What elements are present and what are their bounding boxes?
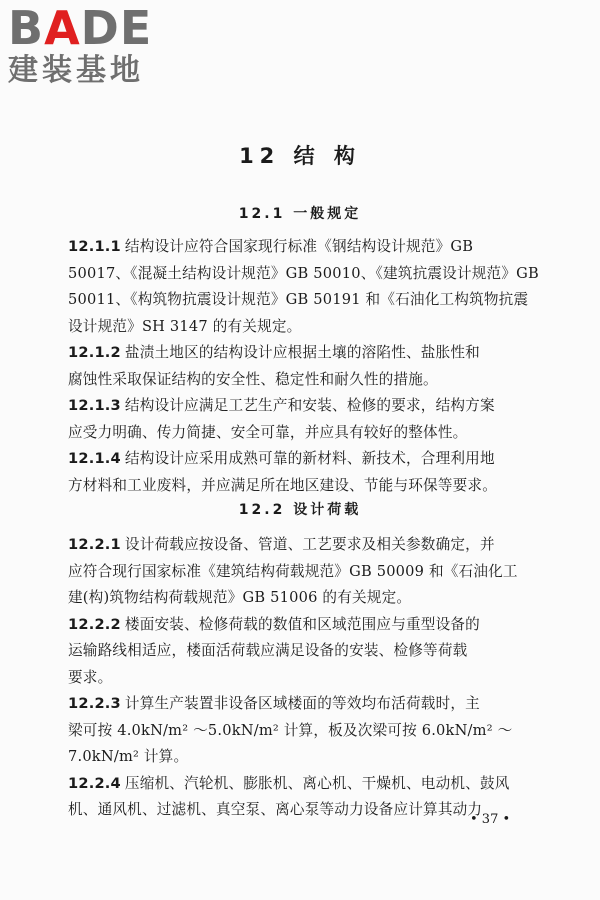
text-line: 12.2.4 压缩机、汽轮机、膨胀机、离心机、干燥机、电动机、鼓风 (68, 774, 510, 792)
section-title: 12.2 设计荷载 (238, 502, 362, 518)
text-line: 应受力明确、传力简捷、安全可靠，并应具有较好的整体性。 (68, 423, 468, 441)
page-number: • 37 • (470, 812, 511, 827)
text-line: 运输路线相适应，楼面活荷载应满足设备的安装、检修等荷载 (68, 642, 468, 659)
text-line: 机、通风机、过滤机、真空泵、离心泵等动力设备应计算其动力 (68, 801, 483, 818)
text-line: 12.2.2 楼面安装、检修荷载的数值和区域范围应与重型设备的 (68, 615, 480, 633)
section-12-1-body (68, 237, 539, 502)
text-line: 应符合现行国家标准《建筑结构荷载规范》GB 50009 和《石油化工 (68, 562, 518, 580)
text-line: 12.2.1 设计荷载应按设备、管道、工艺要求及相关参数确定，并 (68, 536, 495, 553)
text-line: 50017、《混凝土结构设计规范》GB 50010、《建筑抗震设计规范》GB (68, 264, 539, 282)
text-line: 12.1.1 结构设计应符合国家现行标准《钢结构设计规范》GB (68, 238, 474, 255)
text-line: 12.1.2 盐渍土地区的结构设计应根据土壤的溶陷性、盐胀性和 (68, 344, 480, 361)
text-line: 方材料和工业废料，并应满足所在地区建设、节能与环保等要求。 (68, 476, 498, 494)
bade-logo (8, 1, 178, 88)
text-line: 要求。 (68, 668, 113, 686)
text-line: 12.2.3 计算生产装置非设备区域楼面的等效均布活荷载时，主 (68, 695, 480, 712)
section-12-2-body (68, 535, 530, 827)
text-line: 建(构)筑物结构荷载规范》GB 51006 的有关规定。 (68, 589, 412, 606)
logo-subtitle: 建装基地 (8, 53, 144, 88)
logo-wordmark: BADE (8, 1, 153, 55)
chapter-title: 12 结 构 (239, 144, 361, 168)
text-line: 梁可按 4.0kN/m² ～5.0kN/m² 计算，板及次梁可按 6.0kN/m² ～ (68, 721, 513, 739)
text-line: 12.1.4 结构设计应采用成熟可靠的新材料、新技术，合理利用地 (68, 450, 495, 467)
text-line: 7.0kN/m² 计算。 (68, 748, 189, 765)
section-title: 12.1 一般规定 (238, 206, 362, 222)
text-line: 设计规范》SH 3147 的有关规定。 (68, 317, 302, 335)
text-line: 50011、《构筑物抗震设计规范》GB 50191 和《石油化工构筑物抗震 (68, 291, 529, 308)
text-line: 腐蚀性采取保证结构的安全性、稳定性和耐久性的措施。 (68, 370, 438, 388)
text-line: 12.1.3 结构设计应满足工艺生产和安装、检修的要求，结构方案 (68, 397, 495, 414)
